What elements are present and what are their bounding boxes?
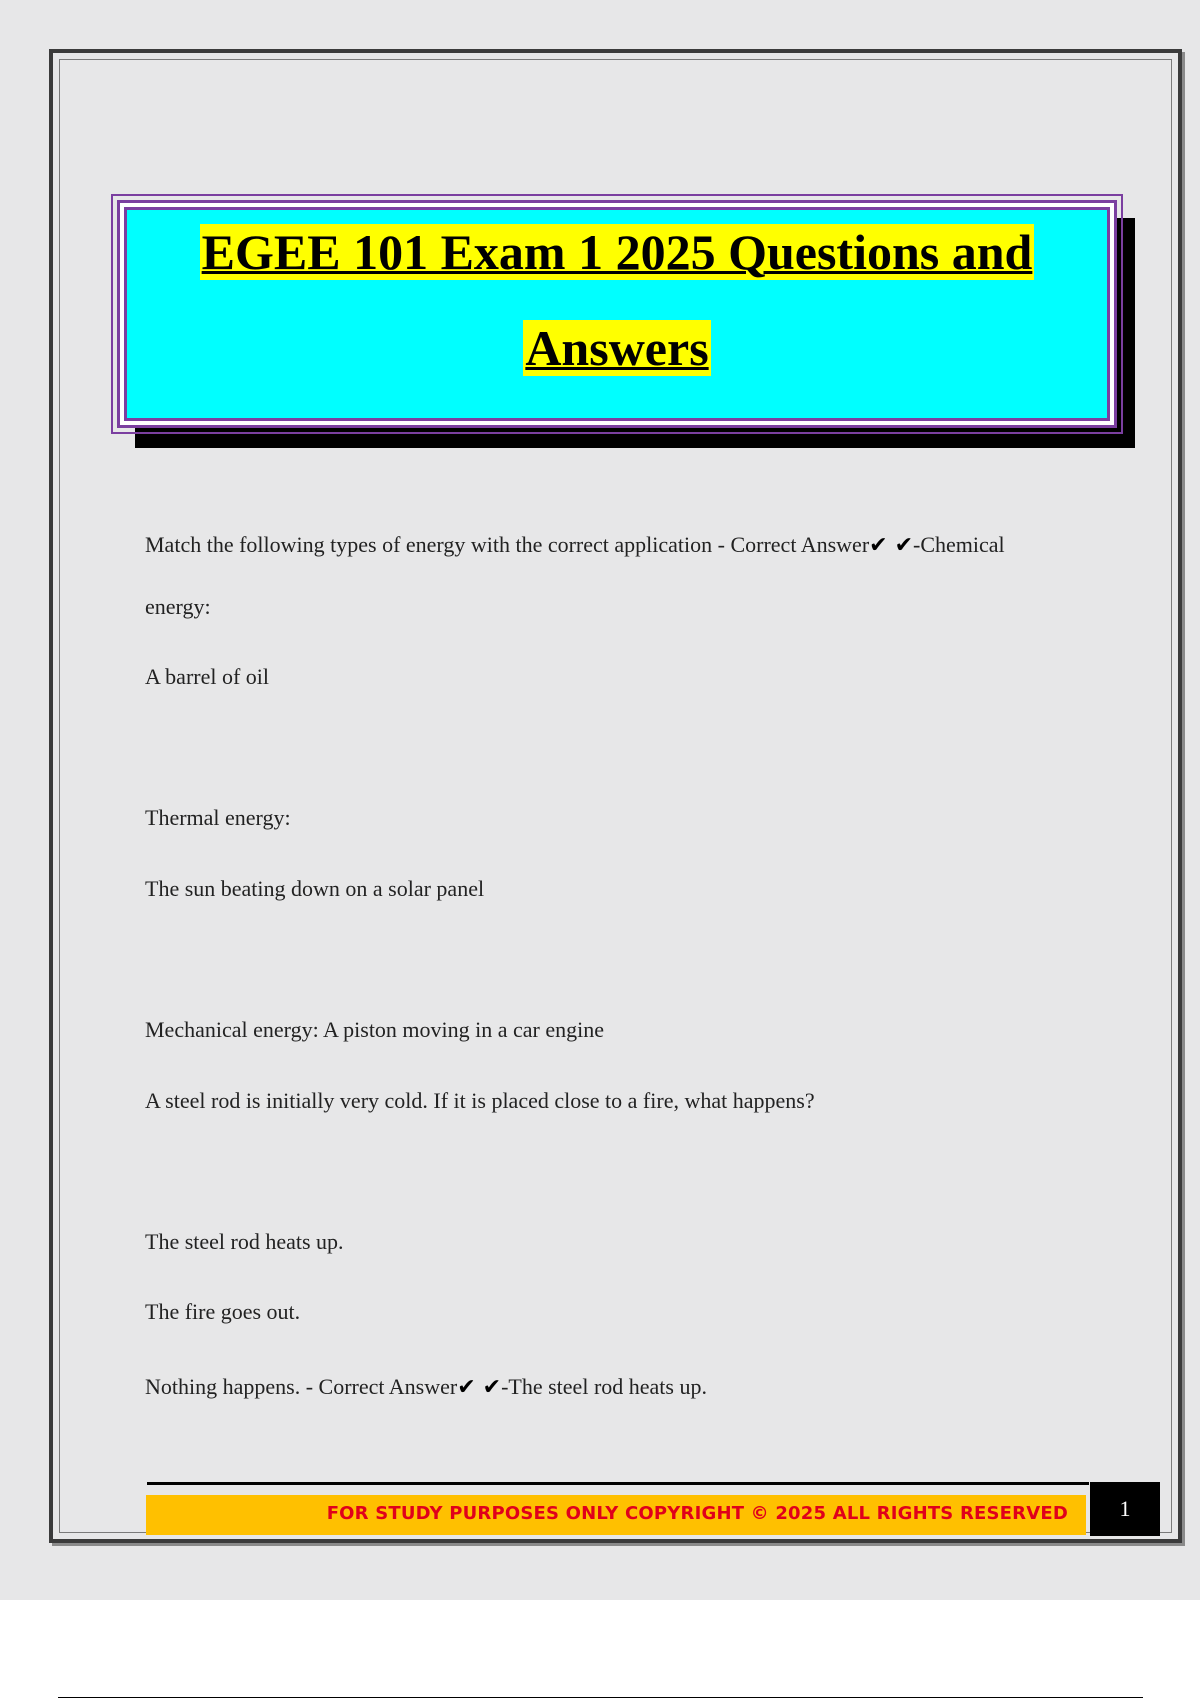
- option-answer-line: Nothing happens. - Correct Answer✔ ✔-The steel rod heats up.: [145, 1374, 707, 1400]
- answer-line: Thermal energy:: [145, 805, 291, 830]
- next-page-rule: [58, 1697, 1143, 1698]
- option-line: The fire goes out.: [145, 1299, 301, 1324]
- document-title-line-2: Answers: [525, 320, 709, 376]
- check-mark-icon: ✔ ✔: [869, 533, 914, 558]
- question-1-text: Match the following types of energy with the correct application - Correct Answer✔ ✔-Chemical: [145, 532, 1005, 558]
- check-mark-icon: ✔ ✔: [457, 1375, 502, 1400]
- footer-rule: [147, 1482, 1089, 1485]
- page-number: 1: [1090, 1482, 1160, 1536]
- option-line: The steel rod heats up.: [145, 1229, 344, 1254]
- title-box: [117, 200, 1117, 428]
- question-2-text: A steel rod is initially very cold. If it is placed close to a fire, what happens?: [145, 1088, 815, 1113]
- answer-line: A barrel of oil: [145, 664, 270, 689]
- answer-line: energy:: [145, 594, 211, 619]
- document-title-line-1: EGEE 101 Exam 1 2025 Questions and: [201, 224, 1033, 280]
- footer-bar: [146, 1495, 1086, 1535]
- footer-copyright-text: FOR STUDY PURPOSES ONLY COPYRIGHT © 2025 ALL RIGHTS RESERVED: [326, 1503, 1068, 1524]
- answer-line: Mechanical energy: A piston moving in a car engine: [145, 1017, 605, 1042]
- answer-line: The sun beating down on a solar panel: [145, 876, 485, 901]
